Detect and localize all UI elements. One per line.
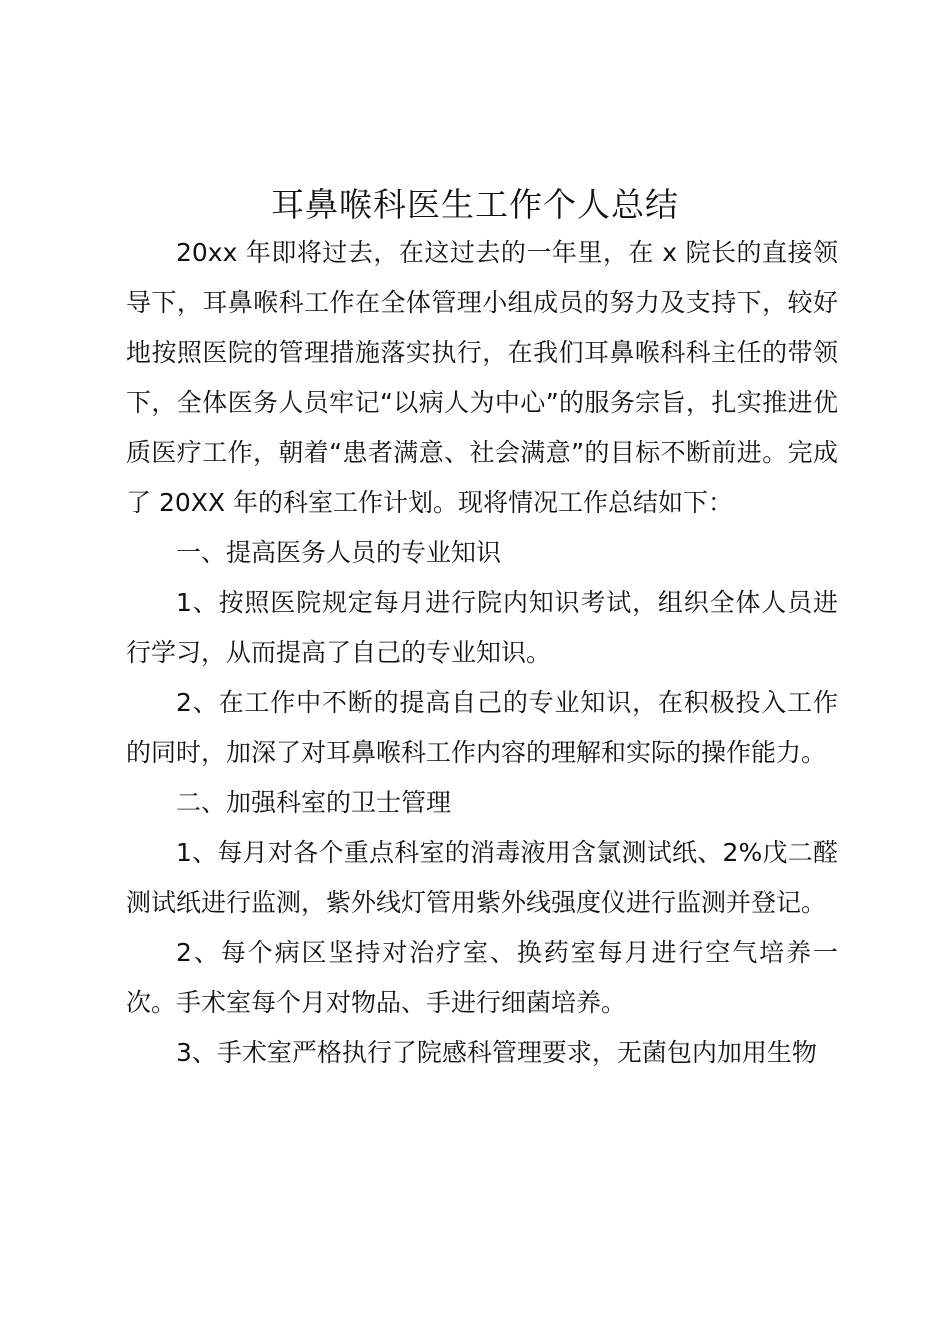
section-1-item-1: 1、按照医院规定每月进行院内知识考试，组织全体人员进行学习，从而提高了自己的专业知识。 — [126, 588, 838, 667]
intro-paragraph: 20xx 年即将过去，在这过去的一年里，在 x 院长的直接领导下，耳鼻喉科工作在全体管理小组成员的努力及支持下，较好地按照医院的管理措施落实执行，在我们耳鼻喉科科主任的带领下，全体医务人员牢记“以病人为中心”的服务宗旨，扎实推进优质医疗工作，朝着“患者满意、社会满意”的目标不断前进。完成了 20XX 年的科室工作计划。现将情况工作总结如下： — [126, 238, 838, 517]
document-title: 耳鼻喉科医生工作个人总结 — [271, 185, 679, 224]
section-1-heading: 一、提高医务人员的专业知识 — [176, 538, 502, 567]
section-1-item-2: 2、在工作中不断的提高自己的专业知识，在积极投入工作的同时，加深了对耳鼻喉科工作内容的理解和实际的操作能力。 — [126, 688, 838, 767]
document-body — [126, 228, 838, 1078]
section-2-item-1: 1、每月对各个重点科室的消毒液用含氯测试纸、2%戊二醛测试纸进行监测，紫外线灯管用紫外线强度仪进行监测并登记。 — [126, 838, 838, 917]
section-2-item-3: 3、手术室严格执行了院感科管理要求，无菌包内加用生物 — [176, 1038, 817, 1067]
section-2-item-2: 2、每个病区坚持对治疗室、换药室每月进行空气培养一次。手术室每个月对物品、手进行细菌培养。 — [126, 938, 838, 1017]
section-2-heading: 二、加强科室的卫士管理 — [176, 788, 452, 817]
